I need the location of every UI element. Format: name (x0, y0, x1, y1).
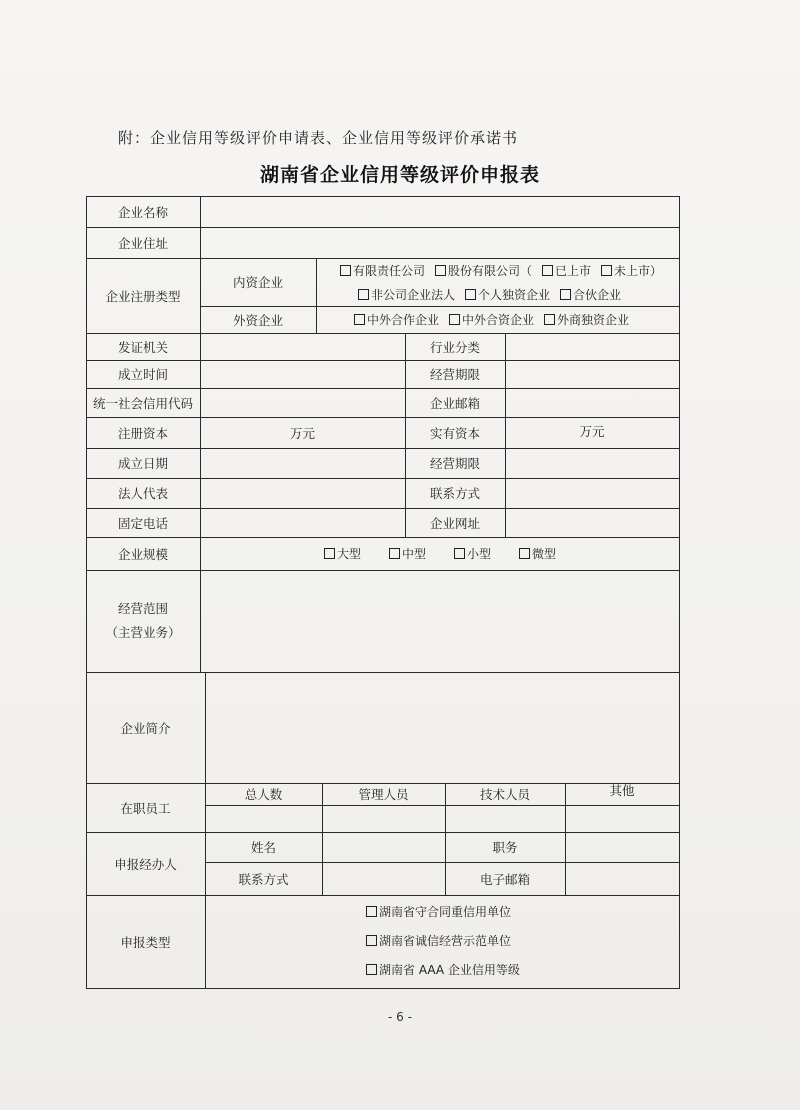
checkbox-listed[interactable] (542, 265, 553, 276)
label-website: 企业网址 (429, 515, 480, 531)
checkbox-sino-foreign-coop[interactable] (354, 314, 365, 325)
label-foreign: 外资企业 (232, 312, 283, 328)
business-scope-field[interactable] (200, 570, 679, 672)
col-line (565, 832, 566, 895)
checkbox-partnership[interactable] (560, 289, 571, 300)
actual-capital-unit: 万元 (579, 423, 605, 439)
checkbox-aaa-credit[interactable] (366, 964, 377, 975)
label-company-address: 企业住址 (117, 235, 168, 251)
page-number: - 6 - (388, 1010, 412, 1024)
label-scale: 企业规模 (117, 546, 168, 562)
apply-type-option-1: 湖南省守合同重信用单位 (360, 898, 511, 927)
label-credit-code: 统一社会信用代码 (92, 395, 193, 411)
business-scope-line1: 经营范围 (117, 601, 168, 616)
label-business-scope (86, 570, 200, 672)
registered-capital-unit: 万元 (289, 425, 315, 441)
label-managers: 管理人员 (358, 787, 409, 802)
checkbox-wholly-foreign[interactable] (544, 314, 555, 325)
checkbox-joint-stock[interactable] (435, 265, 446, 276)
label-operating-period-2: 经营期限 (429, 456, 480, 471)
label-email: 企业邮箱 (429, 395, 480, 411)
label-others: 其他 (609, 783, 635, 798)
checkbox-unlisted[interactable] (601, 265, 612, 276)
row-line (205, 805, 679, 806)
label-registration-type: 企业注册类型 (105, 288, 181, 304)
checkbox-non-company[interactable] (358, 289, 369, 300)
form-title: 湖南省企业信用等级评价申报表 (259, 164, 540, 186)
label-legal-rep: 法人代表 (117, 486, 168, 501)
label-contact: 联系方式 (429, 486, 480, 501)
checkbox-limited-liability[interactable] (340, 265, 351, 276)
label-employees: 在职员工 (120, 800, 171, 816)
label-name: 姓名 (250, 840, 276, 855)
domestic-options-line1: 有限责任公司 股份有限公司（ 已上市 未上市） (334, 258, 679, 282)
label-contact-method: 联系方式 (238, 871, 289, 887)
checkbox-sole-proprietorship[interactable] (465, 289, 476, 300)
label-registered-capital: 注册资本 (117, 425, 168, 441)
domestic-options-line2: 非公司企业法人 个人独资企业 合伙企业 (352, 282, 679, 306)
apply-type-option-2: 湖南省诚信经营示范单位 (360, 927, 511, 956)
label-actual-capital: 实有资本 (429, 425, 480, 441)
label-applicant-email: 电子邮箱 (479, 871, 530, 887)
label-established-date: 成立日期 (117, 456, 168, 471)
label-company-name: 企业名称 (117, 204, 168, 220)
label-established-time: 成立时间 (117, 367, 168, 382)
checkbox-sino-foreign-jv[interactable] (449, 314, 460, 325)
company-address-field[interactable] (200, 227, 679, 258)
label-total: 总人数 (244, 787, 283, 802)
label-phone: 固定电话 (117, 515, 168, 531)
label-applicant: 申报经办人 (114, 856, 177, 872)
checkbox-micro[interactable] (519, 548, 530, 559)
checkbox-integrity-model[interactable] (366, 935, 377, 946)
business-scope-line2: （主营业务） (105, 625, 181, 640)
label-technicians: 技术人员 (479, 787, 530, 802)
label-apply-type: 申报类型 (120, 934, 171, 950)
attachment-line: 附：企业信用等级评价申请表、企业信用等级评价承诺书 (118, 129, 519, 147)
scale-options: 大型 中型 小型 微型 (318, 537, 679, 570)
company-name-field[interactable] (200, 196, 679, 227)
col-line (316, 258, 317, 333)
label-industry: 行业分类 (429, 339, 480, 355)
apply-type-option-3: 湖南省 AAA 企业信用等级 (360, 956, 520, 985)
checkbox-contract-credit[interactable] (366, 906, 377, 917)
apply-type-options (360, 895, 679, 988)
label-issuing-authority: 发证机关 (117, 339, 168, 355)
checkbox-medium[interactable] (389, 548, 400, 559)
label-profile: 企业简介 (120, 720, 171, 736)
label-domestic: 内资企业 (232, 275, 283, 290)
label-operating-period: 经营期限 (429, 367, 480, 382)
checkbox-small[interactable] (454, 548, 465, 559)
label-position: 职务 (492, 840, 518, 855)
table-border-right (679, 196, 680, 989)
foreign-options: 中外合作企业 中外合资企业 外商独资企业 (348, 306, 679, 333)
table-border-bottom (86, 988, 679, 989)
profile-field[interactable] (205, 672, 679, 783)
checkbox-large[interactable] (324, 548, 335, 559)
